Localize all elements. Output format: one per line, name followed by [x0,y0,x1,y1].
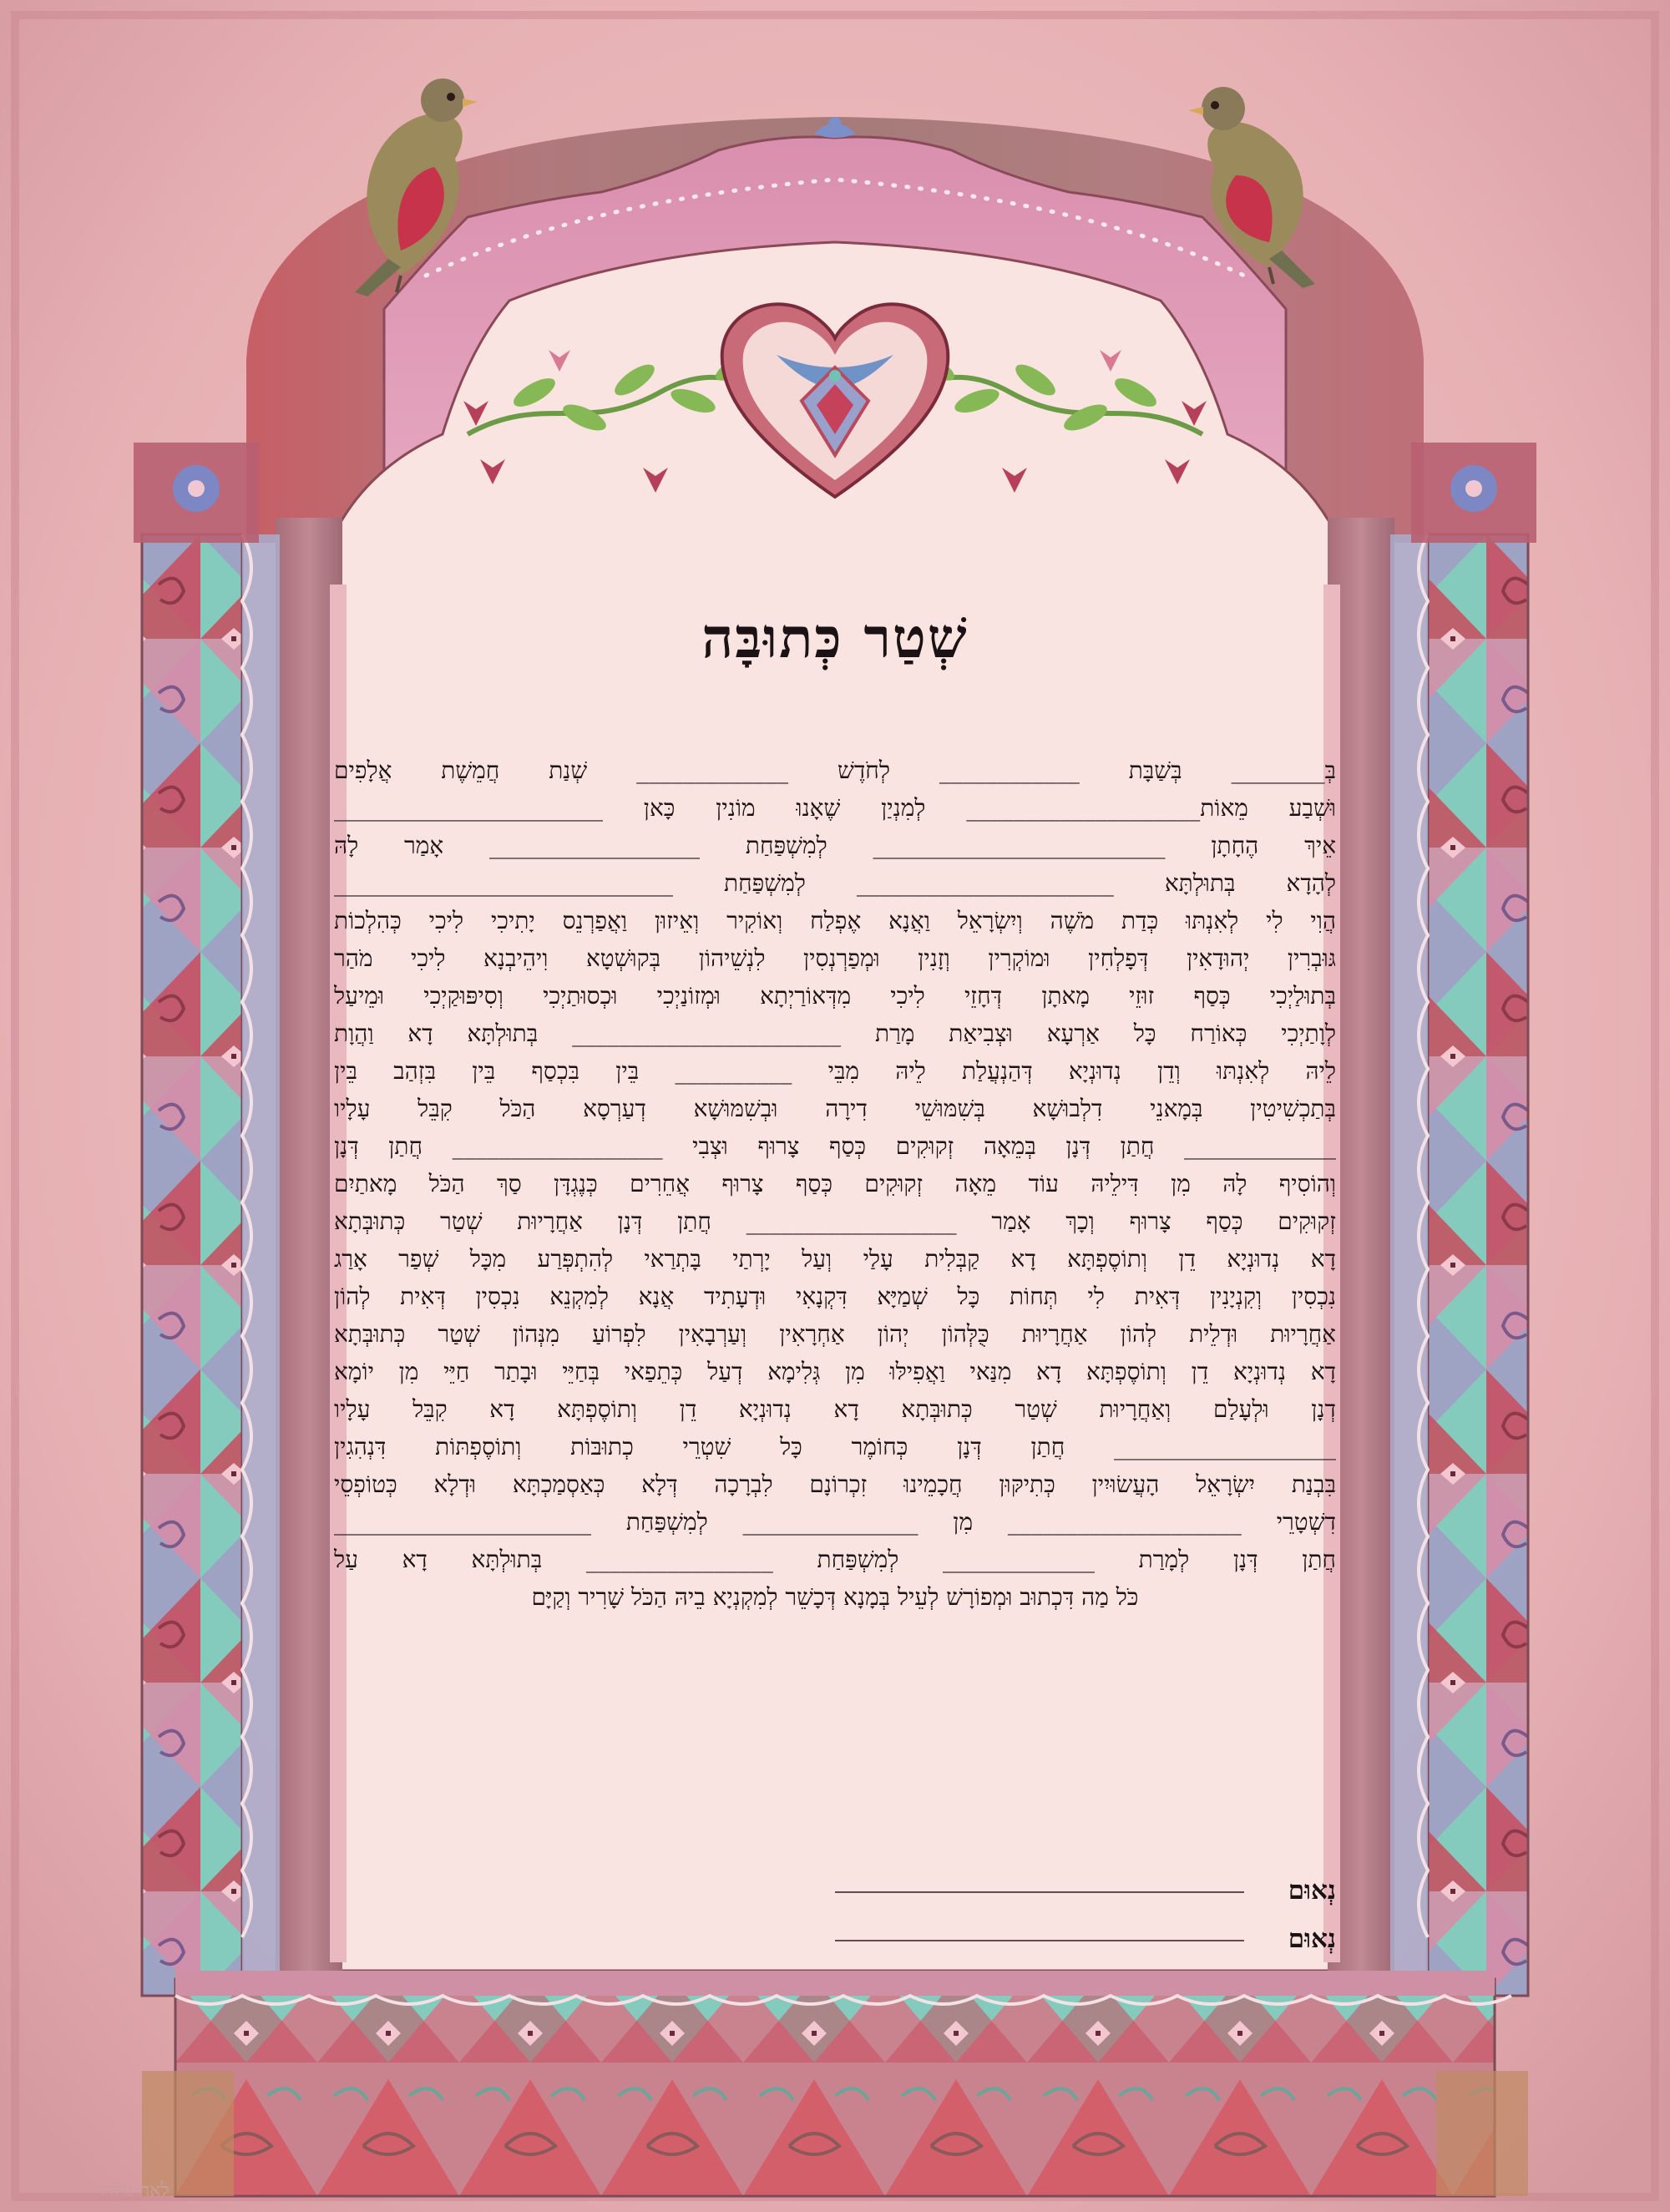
text-line: גּוּבְרִין יְהוּדָאִין דְּפָלְחִין וּמוֹקְרִין וְזָנִין וּמְפַרְנְסִין לִנְשֵׁיהוֹן בְּקוּשְׁטָא וִיהֵיבְנָא לִיכִי מֹהַר [334,944,1336,972]
text-line: נִכְסִין וְקִנְיָנִין דְּאִית לִי תְּחוֹת כָּל שְׁמַיָּא דִּקְנָאִי וּדְעָתִיד אֲנָא לְמִקְנֵא נִכְסִין דְּאִית לְהוֹן [334,1283,1336,1310]
text-line: דָא נְדוּנְיָא דֵן וְתוֹסֶפְתָּא דָא מִנַּאי וַאֲפִילּוּ מִן גְּלִימָא דְעַל כְּתֵפַאי בְּחַיֵּי וּבָתַר חַיֵּי מִן יוֹמָא [334,1358,1336,1385]
text-line: דָא נְדוּנְיָא דֵן וְתוֹסֶפְתָּא דָא קַבְּלִית עָלַי וְעַל יָרְתַי בָּתְרַאי לְהִתְפְּרַע מִכָּל שְׁפַר אָרַג [334,1245,1336,1273]
text-line: חֲתַן דְּנָן לְמָרַת _____________ לְמִשְׁפַּחַת ________________ בְּתוּלְתָּא דָא עַל [334,1546,1336,1573]
text-line: דִשְׁטָרֵי ____________________ מִן _______________ לְמִשְׁפַּחַת ______________________ [334,1508,1336,1536]
text-line: בִּבְנַת יִשְׂרָאֵל הָעֲשׂוּיִין כְּתִיקּוּן חֲכָמֵינוּ זִכְרוֹנָם לִבְרָכָה דְּלָא כְּאַסְמַכְתָּא וּדְלָא כְּטוֹפְסֵי [334,1470,1336,1498]
text-line: וְהוֹסִיף לָהּ מִן דִּילֵיהּ עוֹד מֵאָה זְקוּקִים כְּסַף צָרוּף אֲחֵרִים כְּנֶגְדָּן סַךְ הַכֹּל מָאתַיִם [334,1170,1336,1197]
text-line: ___________________ חֲתַן דְּנָן כְּחוֹמֶר כָּל שִׁטְרֵי כְתוּבּוֹת וְתוֹסֶפְתּוֹת דִּנְהִגִין [334,1433,1336,1460]
document-title: שְׁטַר כְּתוּבָּה [701,605,969,671]
text-line: כֹּל מַה דִּכְתוּב וּמְפוֹרָשׁ לְעֵיל בְּמָנָא דְּכָשֵׁר לְמִקְנְיָא בֵיהּ הַכֹּל שָׁרִיר וְקַיָּם [531,1583,1139,1611]
text-line: בְּתוּלַיְכִי כְּסַף זוּזֵי מָאתָן דְּחָזֵי לִיכִי מִדְּאוֹרַיְתָא וּמְזוֹנַיְכִי וּכְסוּתַיְכִי וְסִיפּוּקַיְכִי וּמֵיעַל [334,982,1336,1010]
text-line: אֵיךְ הֶחָתָן _________________________ לְמִשְׁפַּחַת __________________ אָמַר לָהּ [334,832,1336,859]
ketubah-body [334,752,1336,1616]
text-line: בְּתַכְשִׁיטִין בְּמָאנֵי דִלְבוּשָׁא בְּשִׁמּוּשֵׁי דִירָה וּבְשִׁמּוּשָׁא דְעַרְסָא הַכֹּל קִבֵּל עָלָיו [334,1095,1336,1122]
witness-label: נְאוּם [1288,1924,1336,1954]
text-line: בְּ________ בְּשַׁבָּת ____________ לְחֹדֶשׁ _____________ שְׁנַת חֲמֵשֶׁת אֲלָפִים [334,757,1336,784]
text-line: לְוָתַיְכִי כְּאוֹרַח כָּל אַרְעָא וּצְבִיאַת מָרַת _______________________ בְּתוּלְתָּא דָא וַהֲוָת [334,1020,1336,1047]
witness-row [818,1866,1336,1915]
text-line: זְקוּקִים כְּסַף צָרוּף וְכָךְ אָמַר __________________ חֲתַן דְּנָן אַחֲרָיוּת שְׁטַר כְּתוּבְּתָא [334,1207,1336,1235]
text-line: לְהָדָא בְּתוּלְתָּא ______________________ לְמִשְׁפַּחַת _____________________________ [334,869,1336,897]
text-line: _____________ חֲתַן דְּנָן בְּמֵאָה זְקוּקִים כְּסַף צָרוּף וּצְבִי __________________ חֲתַן דְּנָן [334,1132,1336,1160]
text-line: לֵיהּ לְאִנְתּוּ וְדֵן נְדוּנְיָא דְּהַנְעֲלַת לֵיהּ מִבֵּי __________ בֵּין בִּכְסַף בֵּין בִּזְהַב בֵּין [334,1057,1336,1085]
signature-line[interactable] [835,1891,1244,1893]
witness-row [818,1915,1336,1963]
witness-signatures [818,1866,1336,1963]
text-line: הֲוִי לִי לְאִנְתּוּ כְּדַת מֹשֶׁה וְיִשְׂרָאֵל וַאֲנָא אֶפְלַח וְאוֹקִיר וְאֵיזוּן וַאֲפַרְנֵס יָתִיכִי לִיכִי כְּהִלְכוֹת [334,907,1336,934]
artist-signature: לאה גולדר [96,2180,170,2201]
text-line: אַחֲרָיוּת וּדְלֵית לְהוֹן אַחֲרָיוּת כֻּלְּהוֹן יְהוֹן אַחְרָאִין וְעַרְבָאִין לִפְרוֹעַ מִנְּהוֹן שְׁטַר כְּתוּבְּתָא [334,1320,1336,1348]
ketubah-text-panel [334,534,1336,1954]
text-line: דְנָן וּלְעָלַם וְאַחֲרָיוּת שְׁטַר כְּתוּבְּתָא דָא נְדוּנְיָא דֵן וְתוֹסֶפְתָּא דָא קִבֵּל עָלָיו [334,1395,1336,1423]
text-line: וּשְׁבַע מֵאוֹת____________________ לְמִנְיַן שֶׁאָנוּ מוֹנִין כָּאן _______________________ [334,794,1336,822]
witness-label: נְאוּם [1288,1875,1336,1906]
signature-line[interactable] [835,1940,1244,1941]
